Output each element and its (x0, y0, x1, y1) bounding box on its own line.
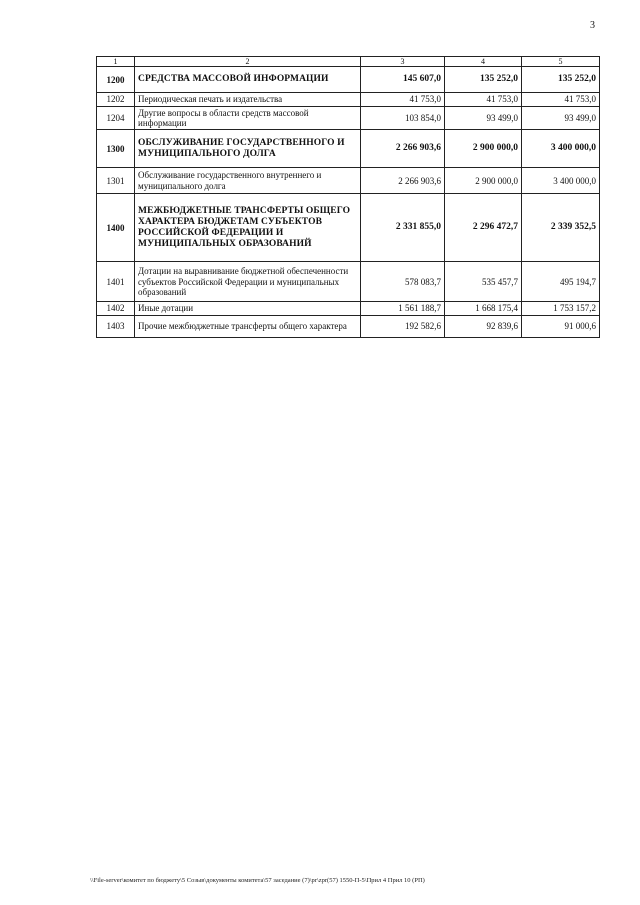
table-row (97, 315, 600, 337)
table-header-row (97, 57, 600, 67)
row-value-2: 2 900 000,0 (445, 168, 522, 194)
row-name: Иные дотации (135, 302, 361, 315)
row-value-3: 91 000,6 (522, 315, 600, 337)
row-name: Другие вопросы в области средств массовой информации (135, 106, 361, 130)
row-value-1: 1 561 188,7 (361, 302, 445, 315)
row-code: 1301 (97, 168, 135, 194)
row-value-1: 145 607,0 (361, 67, 445, 93)
row-value-2: 535 457,7 (445, 262, 522, 302)
row-name: Прочие межбюджетные трансферты общего характера (135, 315, 361, 337)
row-value-3: 3 400 000,0 (522, 168, 600, 194)
row-value-1: 192 582,6 (361, 315, 445, 337)
column-header-value-2: 4 (445, 57, 522, 67)
table-row (97, 168, 600, 194)
row-code: 1400 (97, 194, 135, 262)
row-value-2: 92 839,6 (445, 315, 522, 337)
page-number: 3 (590, 20, 595, 31)
column-header-name: 2 (135, 57, 361, 67)
row-value-2: 1 668 175,4 (445, 302, 522, 315)
row-value-3: 41 753,0 (522, 93, 600, 106)
row-name: МЕЖБЮДЖЕТНЫЕ ТРАНСФЕРТЫ ОБЩЕГО ХАРАКТЕРА БЮДЖЕТАМ СУБЪЕКТОВ РОССИЙСКОЙ ФЕДЕРАЦИИ И МУНИЦИПАЛЬНЫХ ОБРАЗОВАНИЙ (135, 194, 361, 262)
row-value-1: 41 753,0 (361, 93, 445, 106)
row-value-1: 578 083,7 (361, 262, 445, 302)
row-code: 1401 (97, 262, 135, 302)
row-name: СРЕДСТВА МАССОВОЙ ИНФОРМАЦИИ (135, 67, 361, 93)
table-row (97, 194, 600, 262)
row-value-3: 135 252,0 (522, 67, 600, 93)
row-code: 1202 (97, 93, 135, 106)
table-row (97, 93, 600, 106)
row-code: 1204 (97, 106, 135, 130)
row-name: Обслуживание государственного внутреннего и муниципального долга (135, 168, 361, 194)
column-header-code: 1 (97, 57, 135, 67)
budget-table (96, 56, 600, 338)
row-value-2: 2 900 000,0 (445, 130, 522, 168)
row-value-3: 495 194,7 (522, 262, 600, 302)
row-value-3: 1 753 157,2 (522, 302, 600, 315)
row-value-2: 135 252,0 (445, 67, 522, 93)
row-name: ОБСЛУЖИВАНИЕ ГОСУДАРСТВЕННОГО И МУНИЦИПАЛЬНОГО ДОЛГА (135, 130, 361, 168)
row-value-1: 103 854,0 (361, 106, 445, 130)
table-row (97, 302, 600, 315)
row-code: 1402 (97, 302, 135, 315)
row-value-2: 41 753,0 (445, 93, 522, 106)
row-value-2: 93 499,0 (445, 106, 522, 130)
row-value-2: 2 296 472,7 (445, 194, 522, 262)
row-value-3: 93 499,0 (522, 106, 600, 130)
row-name: Дотации на выравнивание бюджетной обеспеченности субъектов Российской Федерации и муниципальных образований (135, 262, 361, 302)
row-name: Периодическая печать и издательства (135, 93, 361, 106)
row-value-3: 3 400 000,0 (522, 130, 600, 168)
row-code: 1403 (97, 315, 135, 337)
row-value-3: 2 339 352,5 (522, 194, 600, 262)
table-row (97, 130, 600, 168)
row-value-1: 2 266 903,6 (361, 168, 445, 194)
table-row (97, 262, 600, 302)
table-row (97, 106, 600, 130)
column-header-value-3: 5 (522, 57, 600, 67)
row-value-1: 2 331 855,0 (361, 194, 445, 262)
row-code: 1300 (97, 130, 135, 168)
row-code: 1200 (97, 67, 135, 93)
table-row (97, 67, 600, 93)
row-value-1: 2 266 903,6 (361, 130, 445, 168)
footer-file-path: \\File-server\комитет по бюджету\5 Созыв\документы комитета\57 заседание (7)\pr\zpr(57) 1550-П-5\Прил 4 Прил 10 (РП) (90, 877, 425, 884)
column-header-value-1: 3 (361, 57, 445, 67)
